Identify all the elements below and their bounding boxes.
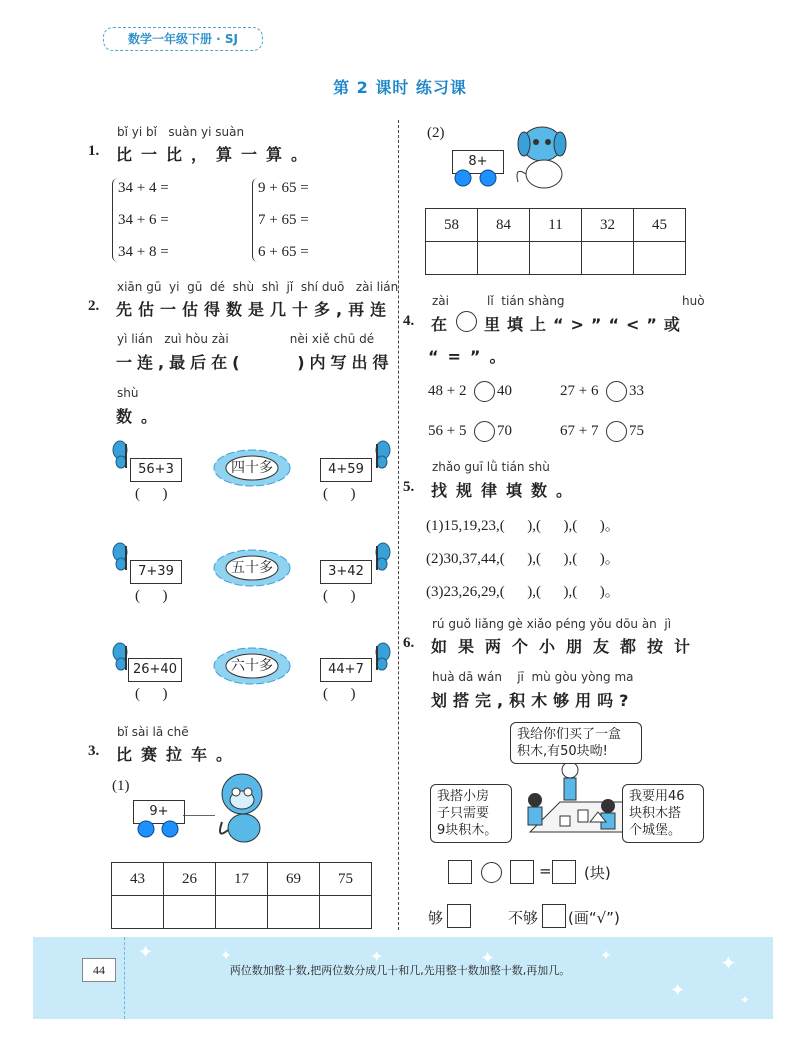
q1-right-1: 9 + 65 = xyxy=(258,180,309,196)
q4-pinyin-c: huò xyxy=(682,294,705,308)
q3-part1-cell: 43 xyxy=(112,863,164,896)
q3-part1-answer[interactable] xyxy=(320,896,372,929)
q6-pinyin-1: rú guǒ liǎng gè xiǎo péng yǒu dōu àn jì xyxy=(432,617,672,631)
q3-part2-cell: 84 xyxy=(478,209,530,242)
q6-operator-circle[interactable] xyxy=(481,862,502,883)
q2-left-card-1: 56+3 xyxy=(130,458,182,482)
q2-left-card-2: 7+39 xyxy=(130,560,182,584)
svg-text:✦: ✦ xyxy=(740,993,751,1007)
q5-pinyin: zhǎo guī lǜ tián shù xyxy=(432,460,550,474)
q2-right-answer-1: ( ) xyxy=(323,486,356,502)
q3-part1-table xyxy=(111,862,372,929)
q5-number: 5. xyxy=(403,479,415,495)
q1-right-2: 7 + 65 = xyxy=(258,212,309,228)
q4-item-4-left: 67 + 7 xyxy=(560,423,599,439)
q3-part2-answer[interactable] xyxy=(634,242,686,275)
q3-part2-cart: 8+ xyxy=(452,150,504,174)
q2-text-1: 先估一估得数是几十多,再连 xyxy=(116,300,393,319)
q2-left-answer-2: ( ) xyxy=(135,588,168,604)
q2-text-2: 一连,最后在( )内写出得 xyxy=(116,353,394,372)
q3-part1-label: (1) xyxy=(112,778,130,794)
speech-bubble-left xyxy=(430,784,512,843)
q6-text-1: 如果两个小朋友都按计 xyxy=(431,637,702,656)
q2-right-answer-2: ( ) xyxy=(323,588,356,604)
page-number: 44 xyxy=(82,958,116,982)
q4-item-1-left: 48 + 2 xyxy=(428,383,467,399)
page-title: 第 2 课时 练习课 xyxy=(333,78,467,97)
dog-icon xyxy=(510,122,575,192)
q3-part2-answer[interactable] xyxy=(478,242,530,275)
bubble-right-line-3: 个城堡。 xyxy=(629,823,682,838)
q3-part2-cell: 58 xyxy=(426,209,478,242)
q1-number: 1. xyxy=(88,143,100,159)
q6-tick-note: (画“√”) xyxy=(568,909,620,927)
q1-left-1: 34 + 4 = xyxy=(118,180,169,196)
q3-part2-answer[interactable] xyxy=(530,242,582,275)
q4-item-3-right: 70 xyxy=(497,423,512,439)
q3-part2-cell: 32 xyxy=(582,209,634,242)
q6-enough-box[interactable] xyxy=(447,904,471,928)
q2-right-answer-3: ( ) xyxy=(323,686,356,702)
q1-text: 比一比，算一算。 xyxy=(116,145,317,164)
svg-text:✦: ✦ xyxy=(480,948,496,969)
bubble-top-line-1: 我给你们买了一盒 xyxy=(517,727,622,742)
q2-flower-3: 六十多 xyxy=(231,658,273,674)
svg-text:✦: ✦ xyxy=(670,980,686,1001)
q4-item-4-circle[interactable] xyxy=(606,421,627,442)
q4-text-c: “=”。 xyxy=(428,347,515,366)
q4-item-1-circle[interactable] xyxy=(474,381,495,402)
q4-text-b: 里填上“>”“<”或 xyxy=(484,315,687,334)
q1-left-3: 34 + 8 = xyxy=(118,244,169,260)
q1-left-2: 34 + 6 = xyxy=(118,212,169,228)
monkey-icon xyxy=(210,770,275,845)
q4-pinyin-a: zài xyxy=(432,294,449,308)
star-decorations xyxy=(130,940,770,1016)
q3-part2-answer[interactable] xyxy=(426,242,478,275)
q6-number: 6. xyxy=(403,635,415,651)
q3-part2-cell: 45 xyxy=(634,209,686,242)
q2-pinyin-2: yì lián zuì hòu zài nèi xiě chū dé xyxy=(117,332,375,346)
q6-equals: = xyxy=(539,862,552,880)
q3-part1-answer[interactable] xyxy=(216,896,268,929)
q3-part1-answer[interactable] xyxy=(112,896,164,929)
q6-text-2: 划搭完,积木够用吗? xyxy=(431,691,635,710)
q5-row-2: (2)30,37,44,( ),( ),( )。 xyxy=(426,551,620,567)
header-tab: 数学一年级下册 · SJ xyxy=(103,27,263,51)
footer-note: 两位数加整十数,把两位数分成几十和几,先用整十数加整十数,再加几。 xyxy=(229,964,571,977)
q6-not-enough-box[interactable] xyxy=(542,904,566,928)
q4-item-2-right: 33 xyxy=(629,383,644,399)
speech-bubble-top xyxy=(510,722,642,764)
q3-part1-cell: 26 xyxy=(164,863,216,896)
speech-bubble-right xyxy=(622,784,704,843)
q5-row-3: (3)23,26,29,( ),( ),( )。 xyxy=(426,584,620,600)
bubble-top-line-2: 积木,有50块呦! xyxy=(517,744,608,759)
q2-left-card-3: 26+40 xyxy=(128,658,182,682)
q6-answer-box-2[interactable] xyxy=(510,860,534,884)
q4-pinyin-b: lǐ tián shàng xyxy=(487,294,565,308)
q6-unit: (块) xyxy=(584,864,611,882)
q5-text: 找规律填数。 xyxy=(431,481,582,500)
q3-part1-answer[interactable] xyxy=(268,896,320,929)
bubble-right-line-1: 我要用46 xyxy=(629,789,685,804)
q4-text-a: 在 xyxy=(431,315,457,334)
footer-divider xyxy=(124,937,125,1019)
q3-part2-answer[interactable] xyxy=(582,242,634,275)
q3-part1-cart: 9+ xyxy=(133,800,185,824)
q6-not-enough-label: 不够 xyxy=(508,909,539,927)
bubble-right-line-2: 块积木搭 xyxy=(629,806,682,821)
q2-pinyin-1: xiān gū yi gū dé shù shì jǐ shí duō zài lián xyxy=(117,280,399,294)
q6-answer-box-1[interactable] xyxy=(448,860,472,884)
bubble-left-line-2: 子只需要 xyxy=(437,806,490,821)
q6-answer-box-3[interactable] xyxy=(552,860,576,884)
q2-flower-1: 四十多 xyxy=(231,460,273,476)
q3-text: 比赛拉车。 xyxy=(116,745,242,764)
q3-part2-cell: 11 xyxy=(530,209,582,242)
q2-text-3: 数。 xyxy=(116,407,167,426)
q1-right-3: 6 + 65 = xyxy=(258,244,309,260)
bubble-left-line-3: 9块积木。 xyxy=(437,823,498,838)
q6-enough-label: 够 xyxy=(428,909,444,927)
q4-number: 4. xyxy=(403,313,415,329)
q2-right-card-3: 44+7 xyxy=(320,658,372,682)
q4-circle-example xyxy=(456,311,477,332)
svg-text:✦: ✦ xyxy=(720,951,737,975)
q4-item-3-circle[interactable] xyxy=(474,421,495,442)
q3-number: 3. xyxy=(88,743,100,759)
q1-pinyin: bǐ yi bǐ suàn yi suàn xyxy=(117,125,245,139)
column-divider xyxy=(398,120,399,930)
q2-left-answer-1: ( ) xyxy=(135,486,168,502)
bubble-left-line-1: 我搭小房 xyxy=(437,789,490,804)
q3-part1-cell: 69 xyxy=(268,863,320,896)
q4-item-1-right: 40 xyxy=(497,383,512,399)
q3-part1-cell: 75 xyxy=(320,863,372,896)
q4-item-4-right: 75 xyxy=(629,423,644,439)
q3-part2-table xyxy=(425,208,686,275)
svg-text:✦: ✦ xyxy=(370,947,384,966)
q3-part2-label: (2) xyxy=(427,125,445,141)
q6-pinyin-2: huà dā wán jī mù gòu yòng ma xyxy=(432,670,634,684)
q4-item-2-left: 27 + 6 xyxy=(560,383,599,399)
q2-number: 2. xyxy=(88,298,100,314)
q3-pinyin: bǐ sài lā chē xyxy=(117,725,189,739)
q2-left-answer-3: ( ) xyxy=(135,686,168,702)
svg-text:✦: ✦ xyxy=(600,948,612,964)
q3-part1-cell: 17 xyxy=(216,863,268,896)
svg-text:✦: ✦ xyxy=(220,948,232,964)
q4-item-2-circle[interactable] xyxy=(606,381,627,402)
q2-flower-2: 五十多 xyxy=(231,560,273,576)
q2-right-card-1: 4+59 xyxy=(320,458,372,482)
q2-pinyin-3: shù xyxy=(117,386,139,400)
q5-row-1: (1)15,19,23,( ),( ),( )。 xyxy=(426,518,620,534)
q3-part1-answer[interactable] xyxy=(164,896,216,929)
svg-text:✦: ✦ xyxy=(138,942,154,963)
q2-right-card-2: 3+42 xyxy=(320,560,372,584)
q4-item-3-left: 56 + 5 xyxy=(428,423,467,439)
